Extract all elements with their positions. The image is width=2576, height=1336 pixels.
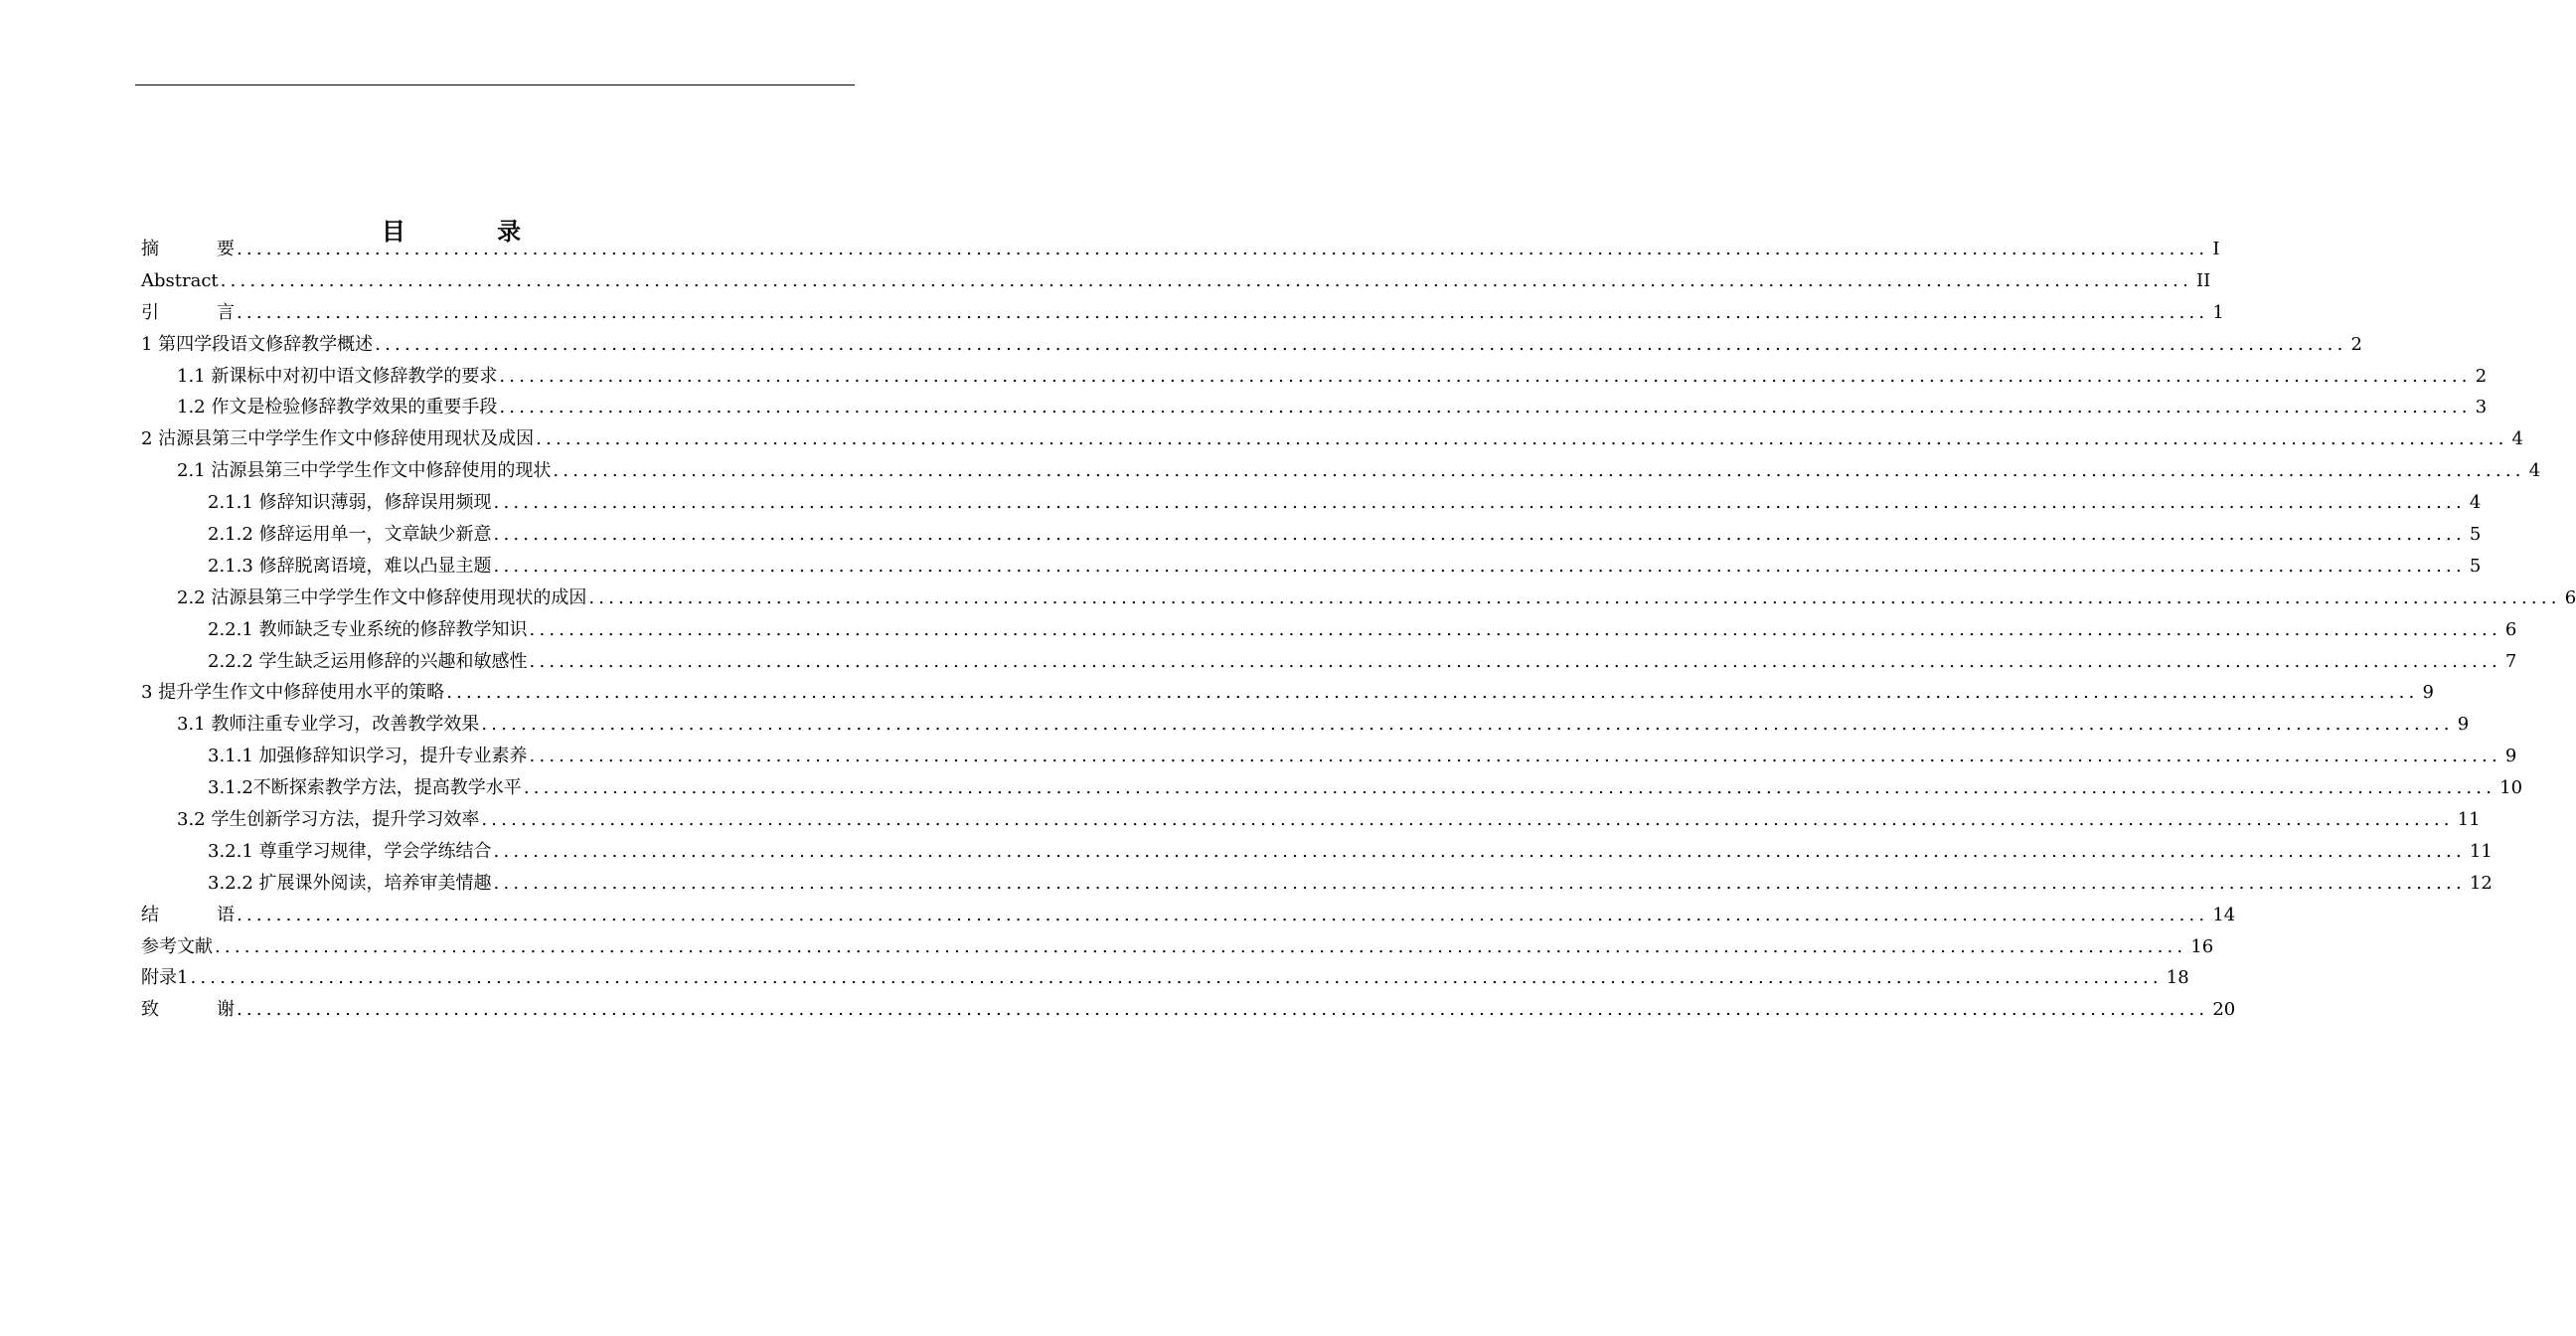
toc-dot-leader: ........................................................................................................................................................................................................ (529, 650, 2501, 672)
toc-entry-label: 致 谢 (141, 999, 235, 1021)
toc-entry[interactable] (141, 329, 2362, 361)
toc-dot-leader: ........................................................................................................................................................................................................ (499, 397, 2472, 418)
toc-entry[interactable] (141, 423, 2523, 455)
toc-entry[interactable] (141, 677, 2434, 709)
toc-entry-page-number: 6 (2504, 618, 2517, 640)
toc-dot-leader: ........................................................................................................................................................................................................ (481, 809, 2454, 831)
toc-entry-label: 2.1 沽源县第三中学学生作文中修辞使用的现状 (177, 460, 552, 482)
toc-entry-page-number: 1 (2212, 301, 2224, 323)
toc-entry-page-number: 6 (2564, 586, 2576, 608)
toc-dot-leader: ........................................................................................................................................................................................................ (493, 524, 2466, 546)
toc-entry-label: 1 第四学段语文修辞教学概述 (141, 333, 374, 355)
toc-dot-leader: ........................................................................................................................................................................................................ (529, 746, 2501, 767)
toc-entry-label: 3.2.1 尊重学习规律，学会学练结合 (208, 840, 492, 862)
toc-entry[interactable] (141, 709, 2470, 741)
toc-entry-label: 附录1 (141, 967, 189, 989)
toc-entry-page-number: 2 (2475, 365, 2488, 387)
toc-dot-leader: ........................................................................................................................................................................................................ (237, 999, 2209, 1021)
toc-entry-label: 2 沽源县第三中学学生作文中修辞使用现状及成因 (141, 428, 535, 450)
toc-title: 目 录 (381, 218, 564, 247)
toc-entry-label: 1.1 新课标中对初中语文修辞教学的要求 (177, 365, 498, 387)
toc-entry[interactable] (141, 646, 2517, 678)
toc-dot-leader: ........................................................................................................................................................................................................ (493, 872, 2466, 894)
toc-dot-leader: ........................................................................................................................................................................................................ (446, 682, 2419, 704)
toc-entry-page-number: 4 (2469, 492, 2482, 514)
toc-entry[interactable] (141, 614, 2517, 646)
toc-entry-label: 3.2.2 扩展课外阅读，培养审美情趣 (208, 872, 492, 894)
toc-entry-label: 2.1.3 修辞脱离语境，难以凸显主题 (208, 555, 492, 577)
toc-entry-label: 参考文献 (141, 935, 213, 957)
toc-entry-page-number: I (2212, 239, 2220, 259)
toc-dot-leader: ........................................................................................................................................................................................................ (493, 492, 2466, 514)
toc-entry-label: 3.1 教师注重专业学习，改善教学效果 (177, 714, 480, 736)
toc-dot-leader: ........................................................................................................................................................................................................ (493, 840, 2466, 862)
toc-dot-leader: ........................................................................................................................................................................................................ (493, 555, 2466, 577)
toc-dot-leader: ........................................................................................................................................................................................................ (215, 935, 2187, 957)
toc-entry-label: 引 言 (141, 301, 235, 323)
toc-dot-leader: ........................................................................................................................................................................................................ (375, 333, 2347, 355)
toc-entry[interactable] (141, 804, 2481, 836)
toc-entry[interactable] (141, 392, 2488, 423)
toc-entry-label: 2.2 沽源县第三中学学生作文中修辞使用现状的成因 (177, 586, 587, 608)
toc-entry-label: 1.2 作文是检验修辞教学效果的重要手段 (177, 397, 498, 418)
toc-entry[interactable] (141, 361, 2488, 393)
toc-entry-label: Abstract (141, 269, 219, 291)
toc-entry-page-number: 11 (2457, 809, 2481, 831)
toc-entry-page-number: 9 (2457, 714, 2470, 736)
toc-entry-page-number: 7 (2504, 650, 2517, 672)
toc-entry-page-number: 20 (2212, 999, 2236, 1021)
toc-entry-label: 2.1.1 修辞知识薄弱，修辞误用频现 (208, 492, 492, 514)
toc-entry-page-number: 2 (2350, 333, 2362, 355)
toc-entry[interactable] (141, 297, 2224, 329)
toc-entry-label: 3.1.1 加强修辞知识学习，提升专业素养 (208, 746, 528, 767)
toc-entry-label: 结 语 (141, 904, 235, 925)
toc-entry[interactable] (141, 519, 2482, 551)
toc-entry[interactable] (141, 234, 2220, 265)
table-of-contents (141, 234, 2576, 1026)
toc-dot-leader: ........................................................................................................................................................................................................ (499, 365, 2472, 387)
toc-entry-page-number: 9 (2422, 682, 2434, 704)
toc-entry-page-number: 3 (2475, 397, 2488, 418)
toc-entry[interactable] (141, 772, 2523, 804)
toc-entry[interactable] (141, 900, 2236, 931)
toc-dot-leader: ........................................................................................................................................................................................................ (553, 460, 2525, 482)
toc-entry[interactable] (141, 487, 2482, 519)
toc-entry-page-number: 9 (2504, 746, 2517, 767)
toc-entry[interactable] (141, 265, 2211, 297)
toc-entry-page-number: 12 (2469, 872, 2493, 894)
toc-entry-label: 2.2.2 学生缺乏运用修辞的兴趣和敏感性 (208, 650, 528, 672)
toc-entry-label: 2.2.1 教师缺乏专业系统的修辞教学知识 (208, 618, 528, 640)
toc-entry[interactable] (141, 836, 2493, 868)
toc-entry[interactable] (141, 931, 2214, 963)
toc-entry[interactable] (141, 994, 2236, 1026)
toc-entry-page-number: 5 (2469, 524, 2482, 546)
toc-entry[interactable] (141, 962, 2189, 994)
toc-entry-page-number: 4 (2528, 460, 2541, 482)
toc-entry[interactable] (141, 583, 2576, 614)
toc-dot-leader: ........................................................................................................................................................................................................ (536, 428, 2508, 450)
toc-dot-leader: ........................................................................................................................................................................................................ (220, 269, 2192, 291)
toc-entry-page-number: 18 (2166, 967, 2189, 989)
toc-entry-page-number: II (2196, 269, 2211, 291)
toc-entry-page-number: 16 (2190, 935, 2214, 957)
toc-entry[interactable] (141, 551, 2482, 583)
toc-entry-label: 3.1.2不断探索教学方法，提高教学水平 (208, 777, 522, 799)
toc-entry-label: 3.2 学生创新学习方法，提升学习效率 (177, 809, 480, 831)
toc-entry[interactable] (141, 741, 2517, 772)
toc-entry[interactable] (141, 455, 2541, 487)
toc-dot-leader: ........................................................................................................................................................................................................ (237, 904, 2209, 925)
toc-entry-page-number: 11 (2469, 840, 2493, 862)
toc-entry-page-number: 4 (2511, 428, 2523, 450)
toc-entry-page-number: 5 (2469, 555, 2482, 577)
toc-entry-label: 摘 要 (141, 239, 235, 259)
toc-dot-leader: ........................................................................................................................................................................................................ (588, 586, 2561, 608)
toc-dot-leader: ........................................................................................................................................................................................................ (481, 714, 2454, 736)
toc-entry-label: 2.1.2 修辞运用单一，文章缺少新意 (208, 524, 492, 546)
toc-entry-page-number: 10 (2499, 777, 2523, 799)
toc-dot-leader: ........................................................................................................................................................................................................ (237, 301, 2209, 323)
toc-entry-page-number: 14 (2212, 904, 2236, 925)
toc-dot-leader: ........................................................................................................................................................................................................ (237, 239, 2209, 259)
toc-dot-leader: ........................................................................................................................................................................................................ (523, 777, 2496, 799)
header-rule (135, 84, 855, 85)
toc-dot-leader: ........................................................................................................................................................................................................ (529, 618, 2501, 640)
toc-dot-leader: ........................................................................................................................................................................................................ (190, 967, 2163, 989)
toc-entry-label: 3 提升学生作文中修辞使用水平的策略 (141, 682, 445, 704)
toc-entry[interactable] (141, 868, 2493, 900)
